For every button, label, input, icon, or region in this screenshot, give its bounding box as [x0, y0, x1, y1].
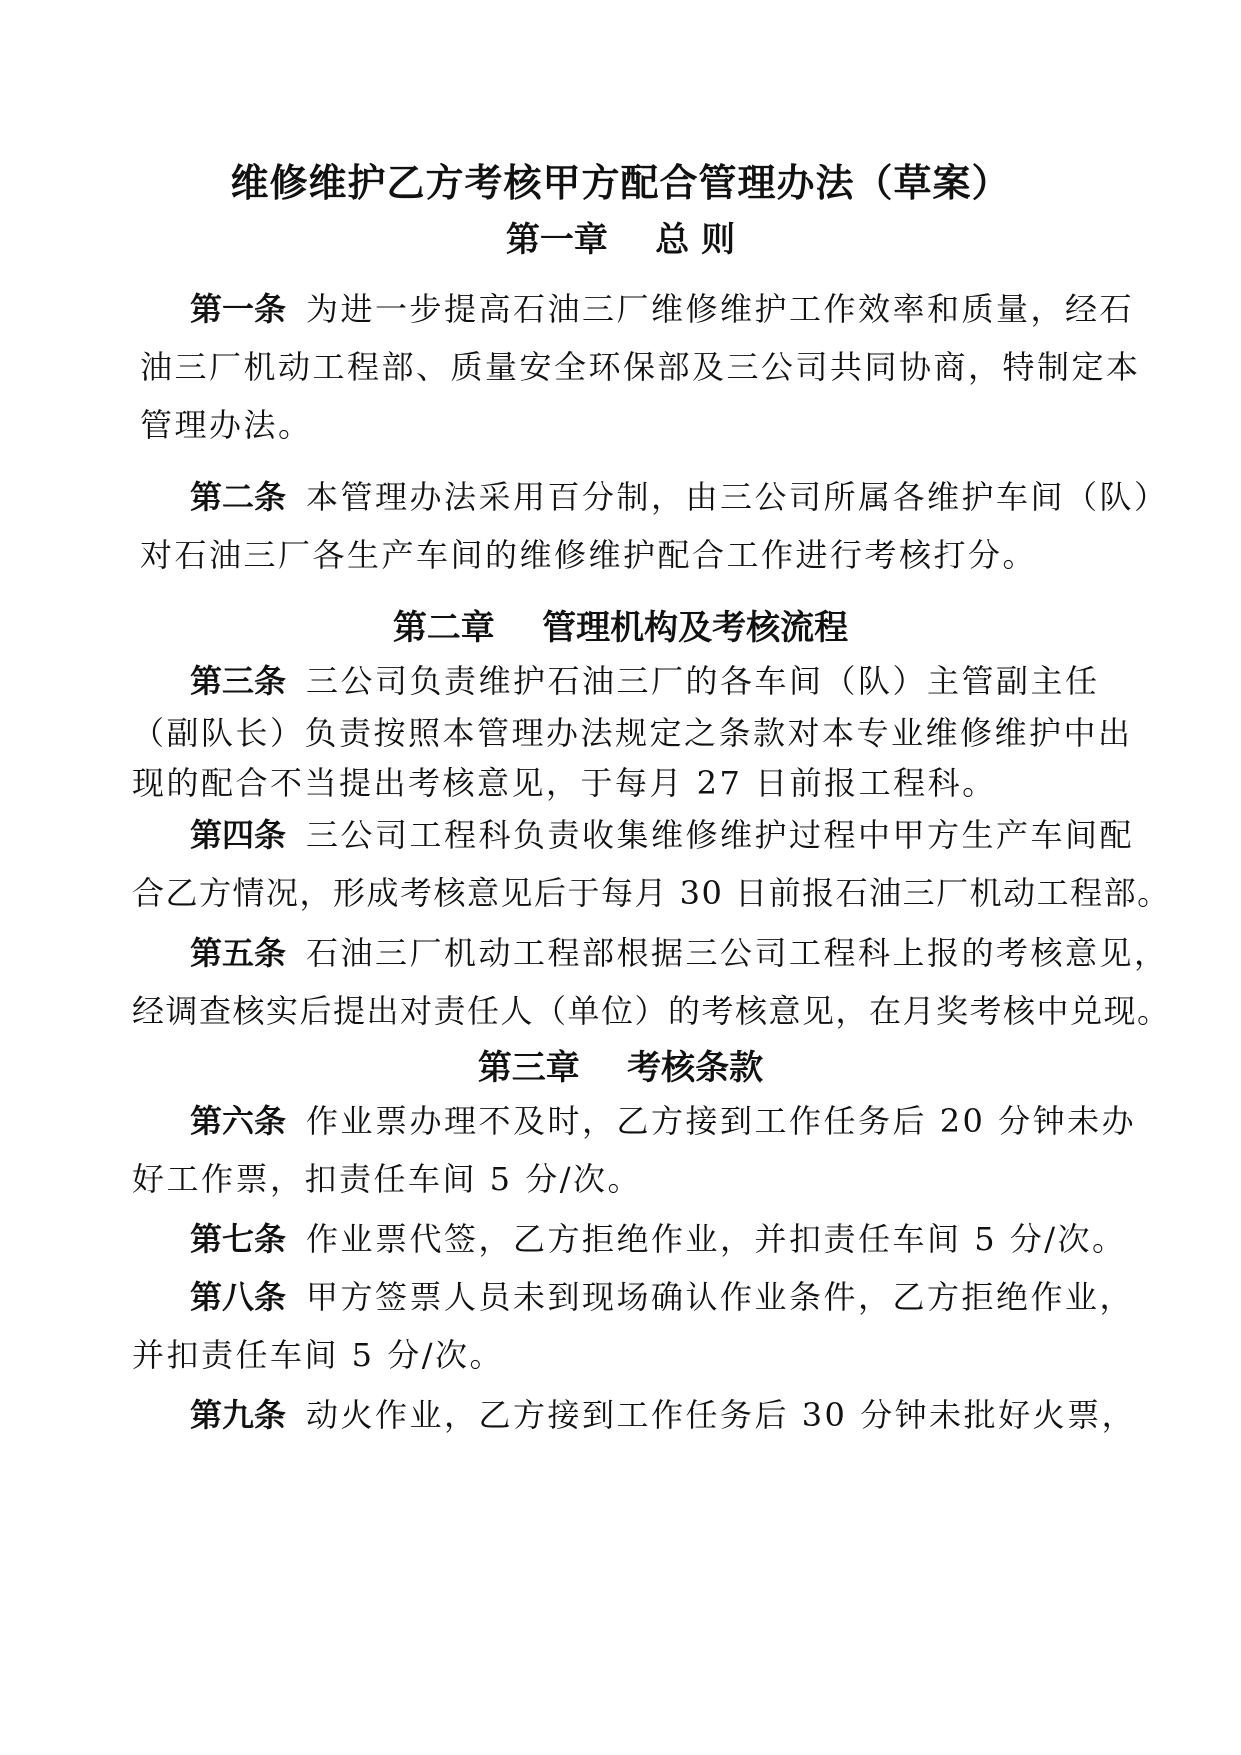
- article-text: 为进一步提高石油三厂维修维护工作效率和质量，经石: [306, 290, 1135, 328]
- document-title: 维修维护乙方考核甲方配合管理办法（草案）: [230, 160, 1011, 205]
- article-text-line: 经调查核实后提出对责任人（单位）的考核意见，在月奖考核中兑现。: [132, 992, 1171, 1030]
- article-text: 作业票代签，乙方拒绝作业，并扣责任车间 5 分/次。: [306, 1220, 1127, 1258]
- article-1: [190, 284, 1134, 330]
- article-text-line: 合乙方情况，形成考核意见后于每月 30 日前报石油三厂机动工程部。: [132, 874, 1171, 912]
- article-8: [190, 1272, 1134, 1318]
- article-text: 作业票办理不及时，乙方接到工作任务后 20 分钟未办: [306, 1102, 1137, 1140]
- chapter-2-heading: 第二章 管理机构及考核流程: [392, 608, 849, 648]
- article-number: 第七条: [190, 1220, 287, 1258]
- article-4: [190, 810, 1134, 856]
- article-text-line: 油三厂机动工程部、质量安全环保部及三公司共同协商，特制定本: [140, 348, 1141, 386]
- article-number: 第五条: [190, 934, 287, 972]
- article-text-line: 对石油三厂各生产车间的维修维护配合工作进行考核打分。: [140, 536, 1038, 574]
- article-number: 第四条: [190, 816, 287, 854]
- article-text-line: 管理办法。: [140, 406, 313, 444]
- article-3: [190, 656, 1100, 702]
- article-text-line: 现的配合不当提出考核意见，于每月 27 日前报工程科。: [132, 764, 997, 802]
- article-text: 三公司负责维护石油三厂的各车间（队）主管副主任: [306, 662, 1100, 700]
- article-number: 第一条: [190, 290, 287, 328]
- article-9: [190, 1390, 1136, 1436]
- article-text-line: 好工作票，扣责任车间 5 分/次。: [132, 1160, 642, 1198]
- article-2: [190, 472, 1169, 518]
- article-6: [190, 1096, 1136, 1142]
- article-number: 第九条: [190, 1396, 287, 1434]
- article-text: 本管理办法采用百分制，由三公司所属各维护车间（队）: [306, 478, 1169, 516]
- article-number: 第二条: [190, 478, 287, 516]
- article-number: 第三条: [190, 662, 287, 700]
- article-5: [190, 928, 1169, 974]
- article-text-line: 并扣责任车间 5 分/次。: [132, 1336, 504, 1374]
- article-text: 三公司工程科负责收集维修维护过程中甲方生产车间配: [306, 816, 1135, 854]
- article-text-line: （副队长）负责按照本管理办法规定之条款对本专业维修维护中出: [132, 714, 1133, 752]
- article-number: 第六条: [190, 1102, 287, 1140]
- chapter-3-heading: 第三章 考核条款: [477, 1048, 764, 1088]
- article-text: 石油三厂机动工程部根据三公司工程科上报的考核意见，: [306, 934, 1169, 972]
- article-text: 动火作业，乙方接到工作任务后 30 分钟未批好火票，: [306, 1396, 1137, 1434]
- chapter-1-heading: 第一章 总 则: [505, 220, 736, 260]
- article-text: 甲方签票人员未到现场确认作业条件，乙方拒绝作业，: [306, 1278, 1135, 1316]
- article-number: 第八条: [190, 1278, 287, 1316]
- article-7: [190, 1214, 1127, 1260]
